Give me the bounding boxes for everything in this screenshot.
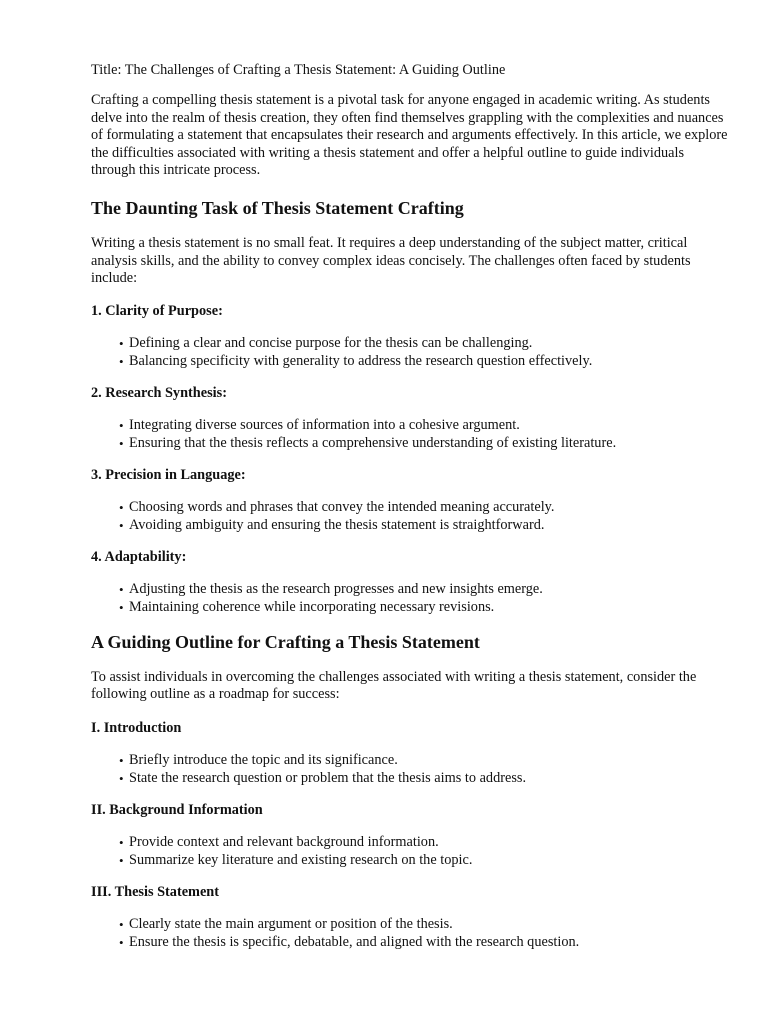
list-item: • Clearly state the main argument or position of the thesis. — [119, 915, 731, 933]
section-heading-daunting-task: The Daunting Task of Thesis Statement Crafting — [91, 197, 464, 218]
list-item: • Choosing words and phrases that convey the intended meaning accurately. — [119, 498, 731, 516]
section-heading-guiding-outline: A Guiding Outline for Crafting a Thesis Statement — [91, 631, 480, 652]
bullet-list-background-information — [91, 833, 731, 869]
subheading-clarity-of-purpose: 1. Clarity of Purpose: — [91, 302, 223, 319]
list-item: • Balancing specificity with generality to address the research question effectively. — [119, 352, 731, 370]
list-item: • Avoiding ambiguity and ensuring the thesis statement is straightforward. — [119, 516, 731, 534]
list-item: • Provide context and relevant background information. — [119, 833, 731, 851]
subheading-thesis-statement: III. Thesis Statement — [91, 883, 220, 900]
section2-paragraph: To assist individuals in overcoming the challenges associated with writing a thesis statement, consider the following outline as a roadmap for success: — [91, 668, 697, 703]
subheading-precision-in-language: 3. Precision in Language: — [91, 466, 246, 483]
subheading-background-information: II. Background Information — [91, 801, 263, 818]
bullet-list-introduction — [91, 751, 731, 787]
section1-paragraph: Writing a thesis statement is no small feat. It requires a deep understanding of the subject matter, critical analysis skills, and the ability to convey complex ideas concisely. The challenges often faced by students include: — [91, 234, 691, 287]
list-item: • Integrating diverse sources of information into a cohesive argument. — [119, 416, 731, 434]
bullet-list-clarity-of-purpose — [91, 334, 731, 370]
bullet-list-adaptability — [91, 580, 731, 616]
bullet-list-research-synthesis — [91, 416, 731, 452]
document-page — [91, 61, 731, 951]
list-item: • Ensuring that the thesis reflects a comprehensive understanding of existing literature. — [119, 434, 731, 452]
list-item: • Defining a clear and concise purpose for the thesis can be challenging. — [119, 334, 731, 352]
list-item: • Adjusting the thesis as the research progresses and new insights emerge. — [119, 580, 731, 598]
list-item: • Ensure the thesis is specific, debatable, and aligned with the research question. — [119, 933, 731, 951]
subheading-introduction: I. Introduction — [91, 719, 182, 736]
subheading-adaptability: 4. Adaptability: — [91, 548, 187, 565]
list-item: • State the research question or problem that the thesis aims to address. — [119, 769, 731, 787]
bullet-list-precision-in-language — [91, 498, 731, 534]
list-item: • Briefly introduce the topic and its significance. — [119, 751, 731, 769]
subheading-research-synthesis: 2. Research Synthesis: — [91, 384, 227, 401]
list-item: • Maintaining coherence while incorporating necessary revisions. — [119, 598, 731, 616]
document-title: Title: The Challenges of Crafting a Thesis Statement: A Guiding Outline — [91, 62, 506, 78]
list-item: • Summarize key literature and existing research on the topic. — [119, 851, 731, 869]
bullet-list-thesis-statement — [91, 915, 731, 951]
intro-paragraph: Crafting a compelling thesis statement is a pivotal task for anyone engaged in academic writing. As students delve into the realm of thesis creation, they often find themselves grappling with the complexities and nuances of formulating a statement that encapsulates their research and arguments effectively. In this article, we explore the difficulties associated with writing a thesis statement and offer a helpful outline to guide individuals through this intricate process. — [91, 92, 728, 179]
